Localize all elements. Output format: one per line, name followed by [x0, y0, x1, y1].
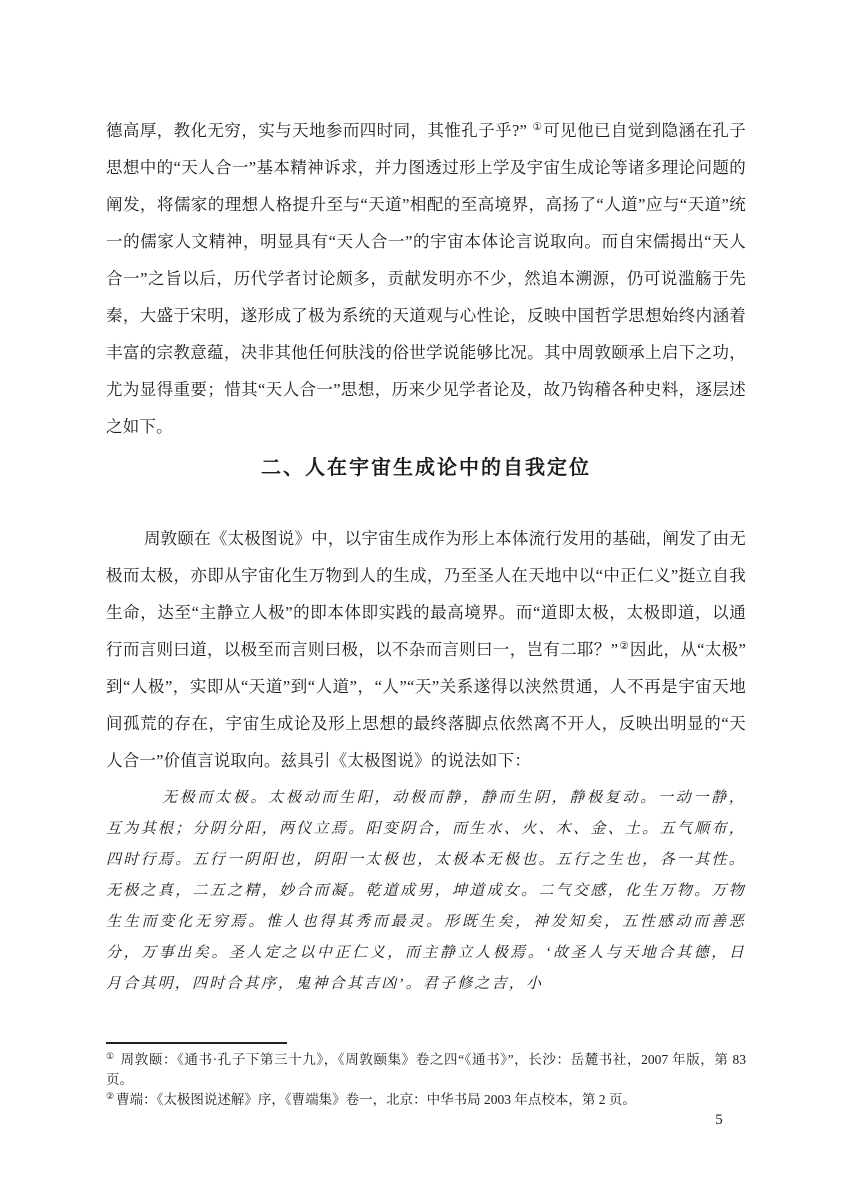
- body-paragraph-1: 德高厚，教化无穷，实与天地参而四时同，其惟孔子乎?” ①可见他已自觉到隐涵在孔子思想中的“天人合一”基本精神诉求，并力图透过形上学及宇宙生成论等诸多理论问题的阐发，将儒家的理想人格提升至与“天道”相配的至高境界，高扬了“人道”应与“天道”统一的儒家人文精神，明显具有“天人合一”的宇宙本体论言说取向。而自宋儒揭出“天人合一”之旨以后，历代学者讨论颇多，贡献发明亦不少，然追本溯源，仍可说滥觞于先秦，大盛于宋明，遂形成了极为系统的天道观与心性论，反映中国哲学思想始终内涵着丰富的宗教意蕴，决非其他任何肤浅的俗世学说能够比况。其中周敦颐承上启下之功，尤为显得重要；惜其“天人合一”思想，历来少见学者论及，故乃钩稽各种史料，逐层述之如下。: [106, 121, 746, 436]
- footnote-1-text: 周敦颐：《通书·孔子下第三十九》，《周敦颐集》卷之四“《通书》”，长沙：岳麓书社，2007 年版，第 83 页。: [106, 1052, 746, 1087]
- page-number: 5: [715, 1112, 723, 1128]
- footnote-2: [106, 1090, 746, 1110]
- footnote-reference-marker: ①: [532, 121, 543, 133]
- page-content: [106, 112, 746, 1000]
- footnote-2-text: 曹端：《太极图说述解》序，《曹端集》卷一，北京：中华书局 2003 年点校本，第 2 页。: [116, 1092, 636, 1107]
- footnotes-section: [106, 1042, 746, 1110]
- footnote-divider: [106, 1042, 287, 1044]
- body-paragraph-2: 周敦颐在《太极图说》中，以宇宙生成作为形上本体流行发用的基础，阐发了由无极而太极，亦即从宇宙化生万物到人的生成，乃至圣人在天地中以“中正仁义”挺立自我生命，达至“主静立人极”的即本体即实践的最高境界。而“道即太极，太极即道，以通行而言则曰道，以极至而言则曰极，以不杂而言则曰一，岂有二耶？”②因此，从“太极”到“人极”，实即从“天道”到“人道”，“人”“天”关系遂得以浃然贯通，人不再是宇宙天地间孤荒的存在，宇宙生成论及形上思想的最终落脚点依然离不开人，反映出明显的“天人合一”价值言说取向。兹具引《太极图说》的说法如下：: [106, 529, 746, 770]
- section-heading: 二、人在宇宙生成论中的自我定位: [261, 457, 591, 479]
- footnote-1: [106, 1050, 746, 1090]
- block-quote-taijitushuo: 无极而太极。太极动而生阳，动极而静，静而生阴，静极复动。一动一静，互为其根；分阴分阳，两仪立焉。阳变阴合，而生水、火、木、金、土。五气顺布，四时行焉。五行一阴阳也，阴阳一太极也，太极本无极也。五行之生也，各一其性。无极之真，二五之精，妙合而凝。乾道成男，坤道成女。二气交感，化生万物。万物生生而变化无穷焉。惟人也得其秀而最灵。形既生矣，神发知矣，五性感动而善恶分，万事出矣。圣人定之以中正仁义，而主静立人极焉。‘故圣人与天地合其德，日月合其明，四时合其序，鬼神合其吉凶’。君子修之吉，小: [106, 790, 746, 992]
- footnote-1-marker: ①: [106, 1050, 115, 1061]
- footnote-2-marker: ②: [106, 1090, 115, 1101]
- footnote-reference-marker: ②: [619, 640, 629, 652]
